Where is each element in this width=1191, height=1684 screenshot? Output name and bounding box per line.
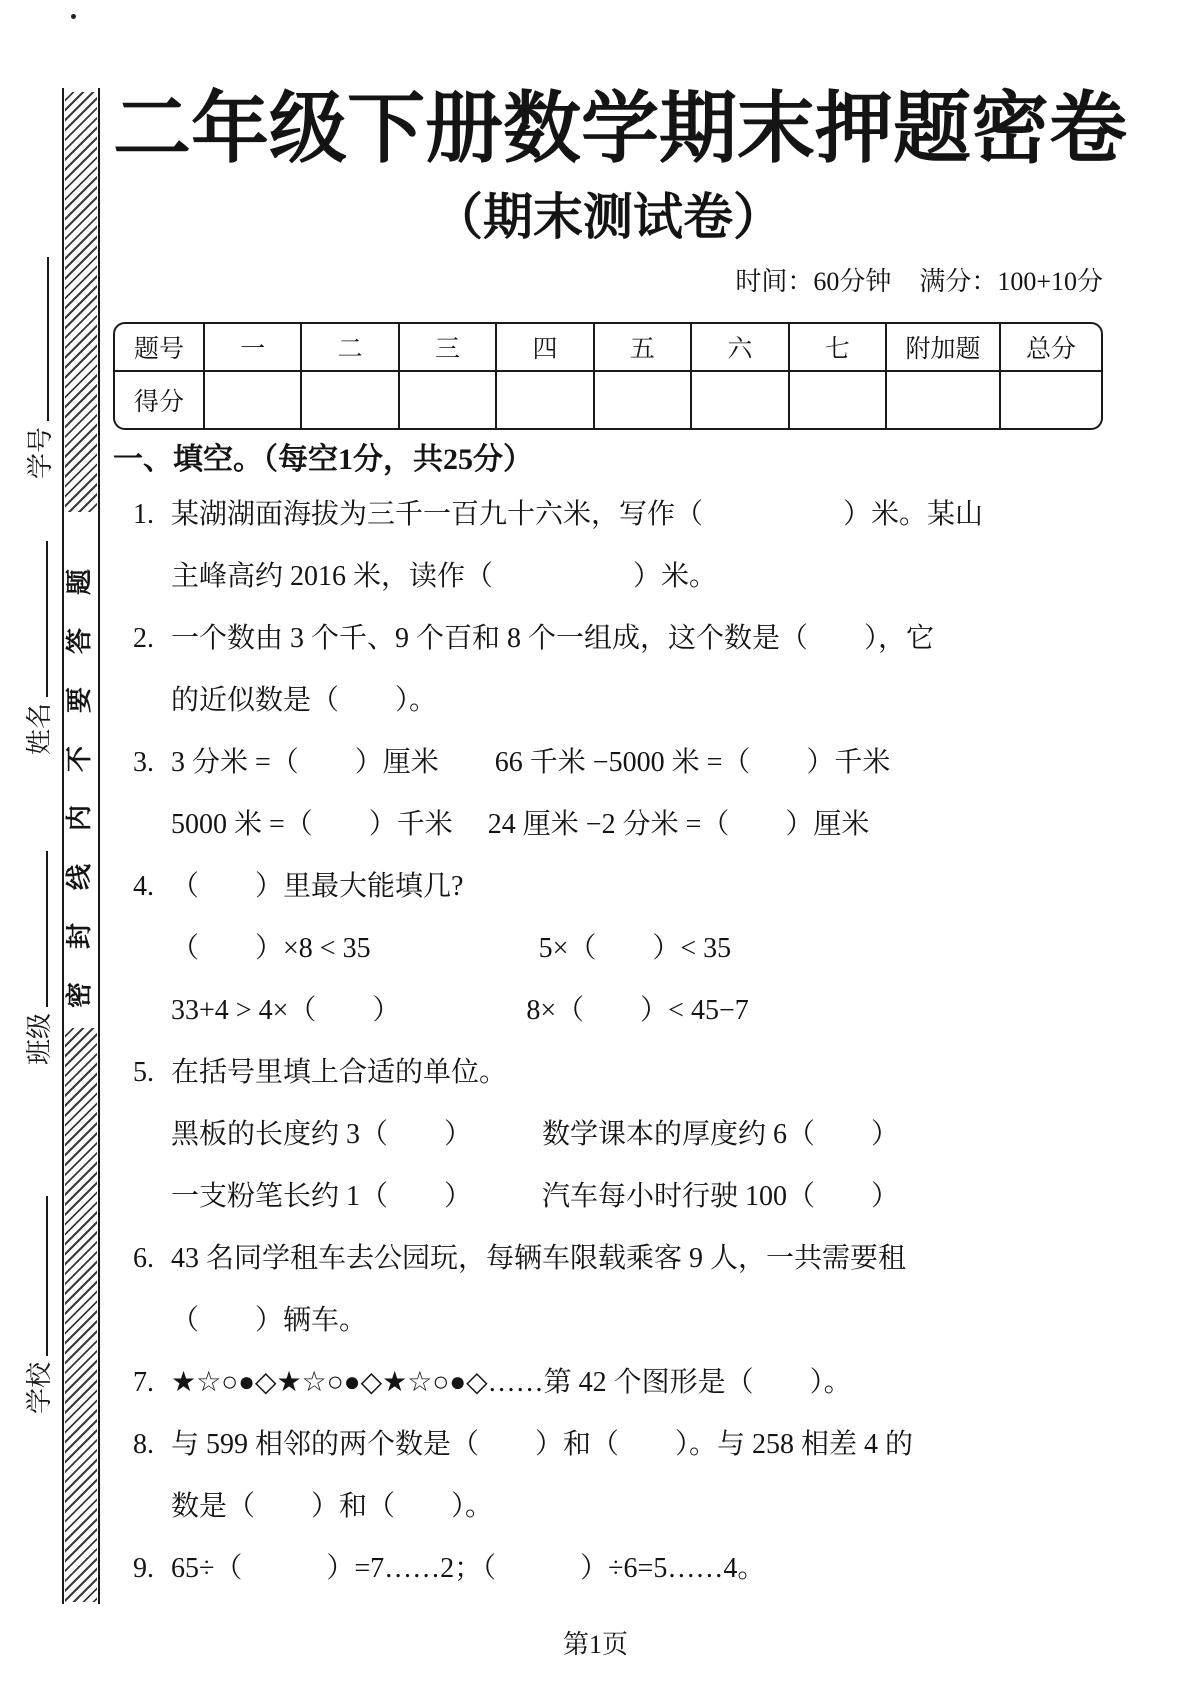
question-text: （ ）辆车。 <box>171 1305 368 1336</box>
question-text: 某湖湖面海拔为三千一百九十六米，写作（ ）米。某山 <box>171 499 984 530</box>
score-table-header-row <box>115 324 1101 372</box>
score-cell-empty <box>495 372 592 428</box>
score-column-header: 五 <box>593 324 690 372</box>
score-column-header: 题号 <box>115 324 203 372</box>
question-text: 5000 米 =（ ）千米 24 厘米 −2 分米 =（ ）厘米 <box>171 809 870 840</box>
sidebar-field-label: 学校 <box>25 1361 54 1414</box>
question-line <box>113 856 1103 918</box>
exam-subtitle: （期末测试卷） <box>433 189 783 245</box>
question-text: 65÷（ ）=7……2；（ ）÷6=5……4。 <box>171 1553 766 1584</box>
question-text: 33+4 > 4×（ ） 8×（ ）< 45−7 <box>171 995 749 1026</box>
sidebar-field-label: 班级 <box>25 1012 54 1065</box>
exam-meta <box>113 266 1103 298</box>
hatch-band-bottom <box>65 1028 97 1602</box>
section-one-heading: 一、填空。（每空1分，共25分） <box>113 443 533 476</box>
fill-in-line <box>28 541 48 697</box>
score-cell-empty <box>203 372 300 428</box>
score-cell-empty <box>398 372 495 428</box>
score-cell-empty <box>885 372 999 428</box>
page-number: 第1页 <box>562 1630 628 1659</box>
question-line <box>113 546 1103 608</box>
question-number: 1. <box>133 499 154 530</box>
question-text: 43 名同学租车去公园玩，每辆车限载乘客 9 人，一共需要租 <box>171 1243 907 1274</box>
question-number: 9. <box>133 1553 154 1584</box>
question-number: 2. <box>133 623 154 654</box>
fill-in-line <box>28 1196 48 1356</box>
question-number: 6. <box>133 1243 154 1274</box>
score-column-header: 一 <box>203 324 300 372</box>
question-number: 8. <box>133 1429 154 1460</box>
time-limit: 时间：60分钟 <box>735 267 892 296</box>
hatch-band-top <box>65 92 97 512</box>
question-text: 在括号里填上合适的单位。 <box>171 1057 508 1088</box>
score-row-label: 得分 <box>133 389 184 416</box>
question-line <box>113 1166 1103 1228</box>
score-column-header: 四 <box>495 324 592 372</box>
score-cell-empty <box>690 372 787 428</box>
question-text: 3 分米 =（ ）厘米 66 千米 −5000 米 =（ ）千米 <box>171 747 891 778</box>
question-text: 与 599 相邻的两个数是（ ）和（ ）。与 258 相差 4 的 <box>171 1429 914 1460</box>
question-number: 3. <box>133 747 154 778</box>
question-number: 4. <box>133 871 154 902</box>
question-line <box>113 980 1103 1042</box>
score-cell-empty <box>593 372 690 428</box>
score-cell-empty <box>999 372 1101 428</box>
question-line <box>113 1352 1103 1414</box>
sidebar-field-student-number <box>26 257 56 479</box>
sidebar-field-name <box>25 541 55 755</box>
question-line <box>113 670 1103 732</box>
fill-in-line <box>29 257 49 421</box>
sidebar-field-class <box>25 851 55 1065</box>
question-line <box>113 1104 1103 1166</box>
question-text: 的近似数是（ ）。 <box>171 685 438 716</box>
question-line <box>113 732 1103 794</box>
sidebar-field-label: 姓名 <box>25 702 54 755</box>
scan-dot-artifact <box>71 14 76 19</box>
sidebar-field-label: 学号 <box>26 426 55 479</box>
score-column-header: 二 <box>300 324 397 372</box>
question-text: （ ）里最大能填几? <box>171 871 464 902</box>
question-number: 5. <box>133 1057 154 1088</box>
score-column-header: 六 <box>690 324 787 372</box>
question-line <box>113 1290 1103 1352</box>
questions <box>113 484 1103 1600</box>
question-line <box>113 1042 1103 1104</box>
sidebar-field-school <box>25 1196 55 1414</box>
full-score: 满分：100+10分 <box>919 267 1103 296</box>
question-text: 黑板的长度约 3（ ） 数学课本的厚度约 6（ ） <box>171 1119 900 1150</box>
score-column-header: 七 <box>788 324 885 372</box>
score-column-header: 三 <box>398 324 495 372</box>
seal-border-line-left <box>62 88 64 1604</box>
score-table <box>113 322 1103 430</box>
exam-title: 二年级下册数学期末押题密卷 <box>113 85 1128 172</box>
question-line <box>113 1228 1103 1290</box>
question-line <box>113 1538 1103 1600</box>
question-text: 一支粉笔长约 1（ ） 汽车每小时行驶 100（ ） <box>171 1181 900 1212</box>
question-line <box>113 1476 1103 1538</box>
question-text: 数是（ ）和（ ）。 <box>171 1491 494 1522</box>
question-text: 一个数由 3 个千、9 个百和 8 个一组成，这个数是（ ），它 <box>171 623 935 654</box>
question-line <box>113 918 1103 980</box>
score-cell-empty <box>788 372 885 428</box>
fill-in-line <box>28 851 48 1007</box>
score-cell-empty <box>300 372 397 428</box>
question-number: 7. <box>133 1367 154 1398</box>
seal-border-line-right <box>98 88 100 1604</box>
score-column-header: 总分 <box>999 324 1101 372</box>
question-line <box>113 794 1103 856</box>
score-table-score-row <box>115 372 1101 428</box>
question-line <box>113 608 1103 670</box>
question-text: ★☆○●◇★☆○●◇★☆○●◇……第 42 个图形是（ ）。 <box>171 1367 852 1398</box>
question-text: 主峰高约 2016 米，读作（ ）米。 <box>171 561 718 592</box>
question-text: （ ）×8 < 35 5×（ ）< 35 <box>171 933 732 964</box>
score-column-header: 附加题 <box>885 324 999 372</box>
question-line <box>113 1414 1103 1476</box>
question-line <box>113 484 1103 546</box>
seal-text: 密封线内不要答题 <box>65 536 94 1009</box>
main-content <box>113 0 1128 1600</box>
